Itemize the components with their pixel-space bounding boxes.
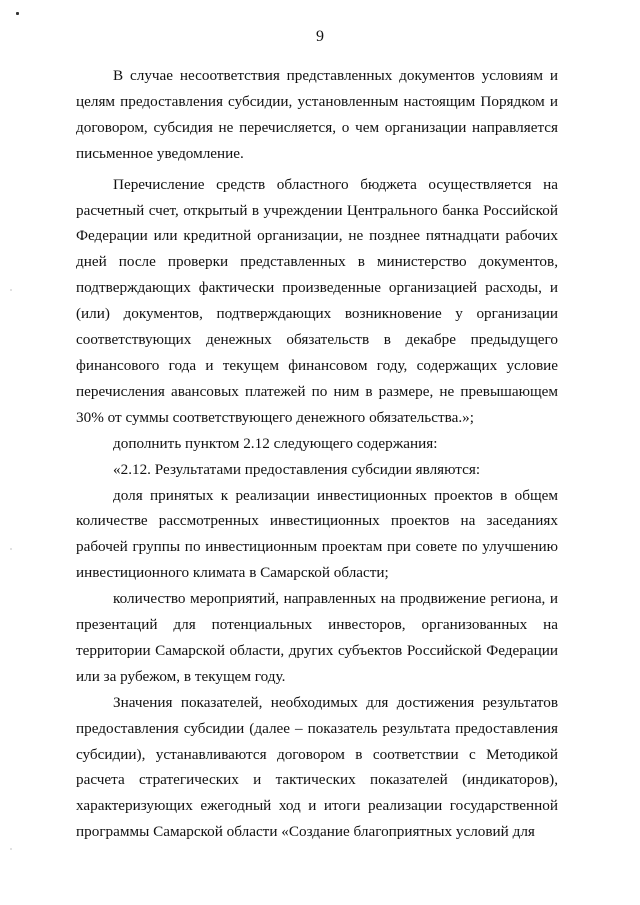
paragraph-transfer-of-funds: Перечисление средств областного бюджета осуществляется на расчетный счет, открытый в учреждении Центрального банка Российской Федерации или кредитной организации, не позднее пятнадцати рабочих дней после проверки представленных в министерство документов, подтверждающих фактически произведенные организацией расходы, и (или) документов, подтверждающих возникновение у организации соответствующих денежных обязательств в декабре предыдущего финансового года и текущем финансовом году, содержащих условие перечисления авансовых платежей по ним в размере, не превышающем 30% от суммы соответствующего денежного обязательства.»; — [76, 175, 558, 426]
paragraph-result-events-count: количество мероприятий, направленных на продвижение региона, и презентаций для потенциальных инвесторов, организованных на территории Самарской области, других субъектов Российской Федерации или за рубежом, в текущем году. — [76, 590, 558, 685]
paragraph-indicator-values: Значения показателей, необходимых для достижения результатов предоставления субсидии (далее – показатель результата предоставления субсидии), устанавливаются договором в соответствии с Методикой расчета стратегических и тактических показателей (индикаторов), характеризующих ежегодный ход и итоги реализации государственной программы Самарской области «Создание благоприятных условий для — [76, 693, 558, 841]
scan-speck — [10, 848, 12, 850]
scan-speck — [10, 548, 12, 550]
scan-speck — [10, 289, 12, 291]
document-body — [76, 63, 558, 845]
scan-speck — [16, 12, 19, 15]
paragraph-nonconformity: В случае несоответствия представленных документов условиям и целям предоставления субсидии, установленным настоящим Порядком и договором, субсидия не перечисляется, о чем организации направляется письменное уведомление. — [76, 67, 558, 162]
paragraph-clause-2-12: «2.12. Результатами предоставления субсидии являются: — [113, 460, 481, 478]
page-number: 9 — [316, 28, 324, 45]
paragraph-amendment-intro: дополнить пунктом 2.12 следующего содержания: — [113, 434, 438, 452]
paragraph-result-share-of-projects: доля принятых к реализации инвестиционных проектов в общем количестве рассмотренных инвестиционных проектов на заседаниях рабочей группы по инвестиционным проектам при совете по улучшению инвестиционного климата в Самарской области; — [76, 486, 558, 582]
